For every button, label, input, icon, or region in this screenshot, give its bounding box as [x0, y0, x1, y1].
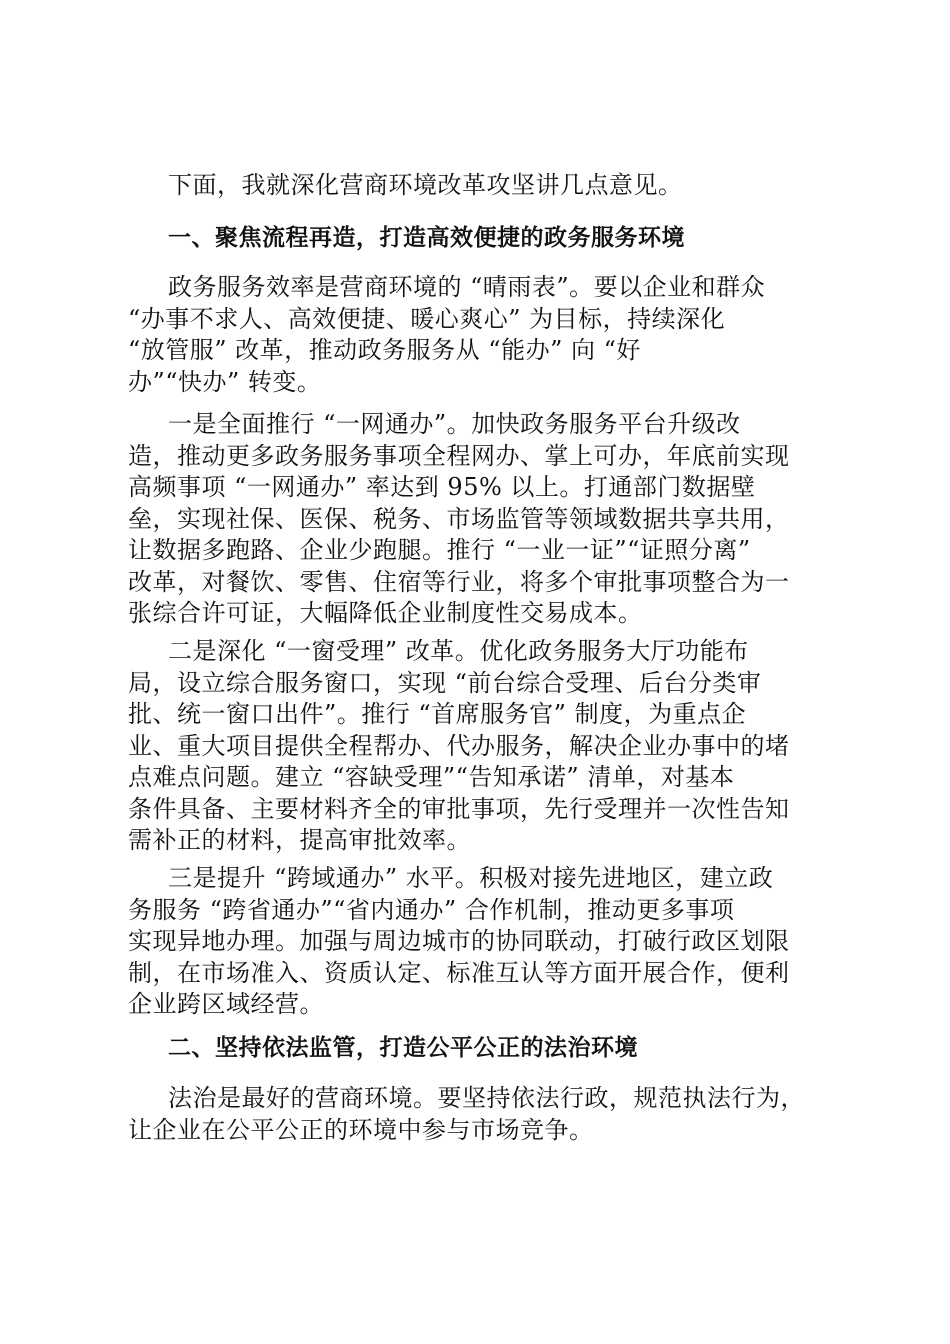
point-2-paragraph [128, 636, 833, 857]
point-3-paragraph [128, 863, 833, 1021]
section-1-summary-paragraph [128, 272, 833, 398]
paragraph-line: 条件具备、主要材料齐全的审批事项，先行受理并一次性告知 [128, 794, 790, 823]
paragraph-line: 实现异地办理。加强与周边城市的协同联动，打破行政区划限 [128, 927, 790, 955]
paragraph-line: 下面，我就深化营商环境改革攻坚讲几点意见。 [168, 171, 683, 199]
heading-text: 二、坚持依法监管，打造公平公正的法治环境 [168, 1035, 638, 1061]
point-1-paragraph [128, 409, 833, 630]
paragraph-line: 政务服务效率是营商环境的 “晴雨表”。要以企业和群众 [168, 273, 766, 301]
paragraph-line: 高频事项 “一网通办” 率达到 95% 以上。打通部门数据壁 [128, 473, 756, 501]
paragraph-line: 办”“快办” 转变。 [128, 367, 322, 396]
paragraph-line: “办事不求人、高效便捷、暖心爽心” 为目标，持续深化 [128, 304, 726, 333]
paragraph-line: 法治是最好的营商环境。要坚持依法行政，规范执法行为， [168, 1084, 805, 1112]
paragraph-line: 造，推动更多政务服务事项全程网办、掌上可办，年底前实现 [128, 441, 790, 470]
paragraph-line: 垒，实现社保、医保、税务、市场监管等领域数据共享共用， [128, 504, 790, 533]
paragraph-line: 需补正的材料，提高审批效率。 [128, 826, 471, 854]
paragraph-line: 企业跨区域经营。 [128, 990, 324, 1018]
section-1-heading [128, 223, 833, 255]
paragraph-line: “放管服” 改革，推动政务服务从 “能办” 向 “好 [128, 336, 641, 364]
paragraph-line: 制，在市场准入、资质认定、标准互认等方面开展合作，便利 [128, 958, 790, 987]
section-2-summary-paragraph [128, 1083, 833, 1146]
heading-text: 一、聚焦流程再造，打造高效便捷的政务服务环境 [168, 225, 685, 251]
paragraph-line: 让数据多跑路、企业少跑腿。推行 “一业一证”“证照分离” [128, 536, 751, 564]
paragraph-line: 二是深化 “一窗受理” 改革。优化政务服务大厅功能布 [168, 637, 749, 665]
paragraph-line: 改革，对餐饮、零售、住宿等行业，将多个审批事项整合为一 [128, 567, 790, 596]
intro-paragraph [128, 170, 833, 202]
paragraph-line: 务服务 “跨省通办”“省内通办” 合作机制，推动更多事项 [128, 895, 735, 924]
section-2-heading [128, 1033, 833, 1065]
paragraph-line: 点难点问题。建立 “容缺受理”“告知承诺” 清单，对基本 [128, 763, 735, 791]
paragraph-line: 业、重大项目提供全程帮办、代办服务，解决企业办事中的堵 [128, 731, 790, 760]
paragraph-line: 一是全面推行 “一网通办”。加快政务服务平台升级改 [168, 410, 741, 438]
paragraph-line: 让企业在公平公正的环境中参与市场竞争。 [128, 1115, 594, 1144]
paragraph-line: 批、统一窗口出件”。推行 “首席服务官” 制度，为重点企 [128, 700, 747, 728]
paragraph-line: 三是提升 “跨域通办” 水平。积极对接先进地区，建立政 [168, 864, 774, 892]
paragraph-line: 张综合许可证，大幅降低企业制度性交易成本。 [128, 599, 643, 627]
paragraph-line: 局，设立综合服务窗口，实现 “前台综合受理、后台分类审 [128, 668, 762, 697]
